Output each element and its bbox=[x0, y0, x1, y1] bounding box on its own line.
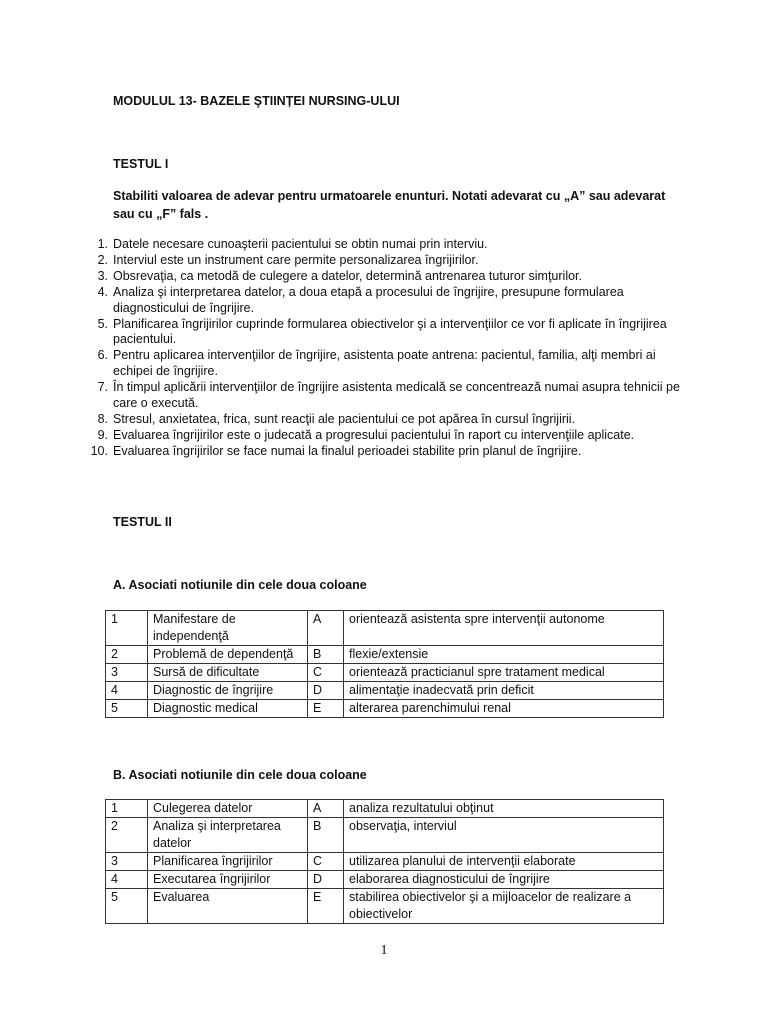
right-term: analiza rezultatului obţinut bbox=[344, 800, 664, 818]
row-letter: C bbox=[308, 853, 344, 871]
statement-item bbox=[84, 348, 684, 380]
statement-text: Analiza şi interpretarea datelor, a doua etapă a procesului de îngrijire, presupune formularea diagnosticului de îngrijire. bbox=[113, 284, 624, 315]
section-b-title: B. Asociati notiunile din cele doua coloane bbox=[113, 768, 367, 782]
statement-item bbox=[84, 428, 684, 444]
row-number: 5 bbox=[106, 889, 148, 924]
statement-item bbox=[84, 237, 684, 253]
table-row bbox=[106, 664, 664, 682]
statement-number: 7. bbox=[97, 380, 108, 395]
row-number: 2 bbox=[106, 646, 148, 664]
statement-number: 5. bbox=[97, 316, 108, 331]
left-term: Culegerea datelor bbox=[148, 800, 308, 818]
left-term: Evaluarea bbox=[148, 889, 308, 924]
right-term: utilizarea planului de intervenţii elaborate bbox=[344, 853, 664, 871]
row-number: 1 bbox=[106, 800, 148, 818]
row-number: 2 bbox=[106, 818, 148, 853]
right-term: flexie/extensie bbox=[344, 646, 664, 664]
statement-item bbox=[84, 444, 684, 460]
right-term: orientează asistenta spre intervenţii autonome bbox=[344, 611, 664, 646]
page-number: 1 bbox=[380, 943, 388, 958]
left-term: Diagnostic de îngrijire bbox=[148, 682, 308, 700]
row-number: 4 bbox=[106, 682, 148, 700]
row-letter: E bbox=[308, 700, 344, 718]
table-row bbox=[106, 871, 664, 889]
left-term: Planificarea îngrijirilor bbox=[148, 853, 308, 871]
row-number: 3 bbox=[106, 664, 148, 682]
statement-text: Datele necesare cunoaşterii pacientului se obtin numai prin interviu. bbox=[113, 237, 488, 251]
statement-text: Interviul este un instrument care permite personalizarea îngrijirilor. bbox=[113, 252, 479, 267]
table-row bbox=[106, 646, 664, 664]
statement-item bbox=[84, 317, 684, 349]
row-number: 4 bbox=[106, 871, 148, 889]
statement-text: Evaluarea îngrijirilor este o judecată a progresului pacientului în raport cu intervenţiile aplicate. bbox=[113, 427, 635, 442]
left-term: Diagnostic medical bbox=[148, 700, 308, 718]
row-letter: B bbox=[308, 646, 344, 664]
row-letter: D bbox=[308, 871, 344, 889]
table-row bbox=[106, 611, 664, 646]
statement-text: Evaluarea îngrijirilor se face numai la finalul perioadei stabilite prin planul de îngrijire. bbox=[113, 443, 582, 458]
statement-number: 6. bbox=[97, 348, 108, 363]
table-row bbox=[106, 682, 664, 700]
statement-item bbox=[84, 285, 684, 317]
statement-text: Obsrevaţia, ca metodă de culegere a datelor, determină antrenarea tuturor simţurilor. bbox=[113, 268, 583, 283]
table-row bbox=[106, 853, 664, 871]
statement-number: 3. bbox=[97, 268, 108, 283]
statement-text: Planificarea îngrijirilor cuprinde formularea obiectivelor şi a intervenţiilor ce vor fi aplicate în îngrijirea pacientului. bbox=[113, 316, 667, 347]
statement-number: 10. bbox=[90, 443, 108, 458]
section-a-title: A. Asociati notiunile din cele doua coloane bbox=[113, 578, 367, 592]
left-term: Executarea îngrijirilor bbox=[148, 871, 308, 889]
statement-item bbox=[84, 269, 684, 285]
statement-number: 1. bbox=[97, 237, 108, 251]
statement-item bbox=[84, 253, 684, 269]
matching-table-b bbox=[105, 799, 664, 924]
row-letter: A bbox=[308, 611, 344, 646]
table-row bbox=[106, 889, 664, 924]
right-term: observaţia, interviul bbox=[344, 818, 664, 853]
test2-title: TESTUL II bbox=[113, 515, 172, 529]
left-term: Analiza şi interpretarea datelor bbox=[148, 818, 308, 853]
row-number: 1 bbox=[106, 611, 148, 646]
row-letter: B bbox=[308, 818, 344, 853]
right-term: stabilirea obiectivelor şi a mijloacelor de realizare a obiectivelor bbox=[344, 889, 664, 924]
statement-text: Stresul, anxietatea, frica, sunt reacţii ale pacientului ce pot apărea în cursul îngrijirii. bbox=[113, 411, 576, 426]
row-letter: C bbox=[308, 664, 344, 682]
matching-table-a bbox=[105, 610, 664, 718]
table-row bbox=[106, 800, 664, 818]
row-number: 5 bbox=[106, 700, 148, 718]
statement-number: 9. bbox=[97, 427, 108, 442]
test1-instructions: Stabiliti valoarea de adevar pentru urmatoarele enunturi. Notati adevarat cu „A” sau adevarat sau cu „F” fals . bbox=[113, 189, 666, 221]
row-number: 3 bbox=[106, 853, 148, 871]
left-term: Manifestare de independenţă bbox=[148, 611, 308, 646]
statement-item bbox=[84, 380, 684, 412]
statement-text: În timpul aplicării intervenţiilor de îngrijire asistenta medicală se concentrează numai asupra tehnicii pe care o execută. bbox=[113, 380, 680, 411]
row-letter: A bbox=[308, 800, 344, 818]
statements-list bbox=[84, 237, 684, 460]
table-row bbox=[106, 818, 664, 853]
module-title: MODULUL 13- BAZELE ŞTIINȚEI NURSING-ULUI bbox=[113, 94, 400, 108]
statement-item bbox=[84, 412, 684, 428]
statement-number: 8. bbox=[97, 411, 108, 426]
right-term: elaborarea diagnosticului de îngrijire bbox=[344, 871, 664, 889]
right-term: alterarea parenchimului renal bbox=[344, 700, 664, 718]
statement-number: 4. bbox=[97, 284, 108, 299]
right-term: alimentaţie inadecvată prin deficit bbox=[344, 682, 664, 700]
right-term: orientează practicianul spre tratament medical bbox=[344, 664, 664, 682]
left-term: Problemă de dependenţă bbox=[148, 646, 308, 664]
test1-title: TESTUL I bbox=[113, 157, 169, 171]
statement-number: 2. bbox=[97, 252, 108, 267]
row-letter: D bbox=[308, 682, 344, 700]
table-row bbox=[106, 700, 664, 718]
statement-text: Pentru aplicarea intervenţiilor de îngrijire, asistenta poate antrena: pacientul, familia, alţi membri ai echipei de îngrijire. bbox=[113, 348, 656, 379]
left-term: Sursă de dificultate bbox=[148, 664, 308, 682]
row-letter: E bbox=[308, 889, 344, 924]
